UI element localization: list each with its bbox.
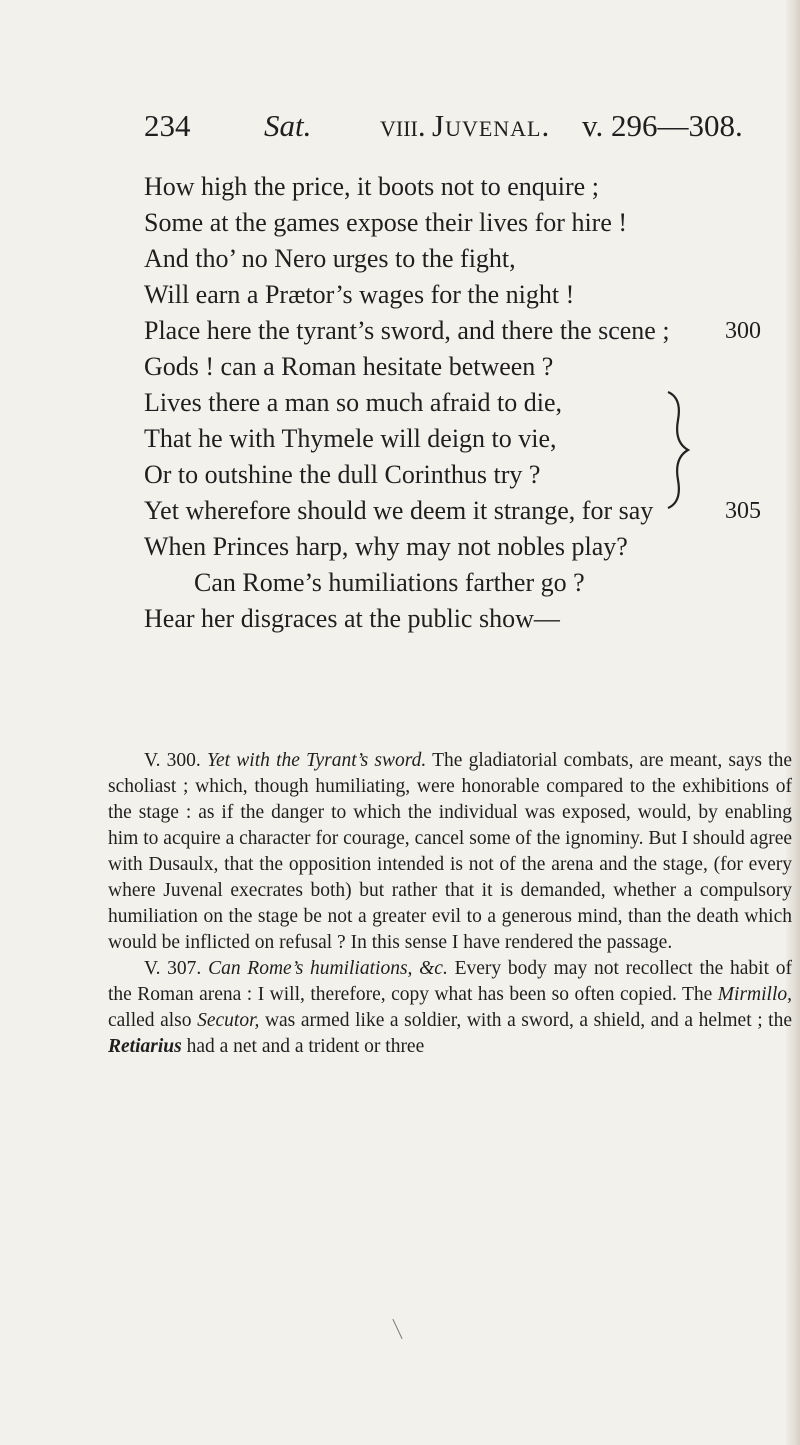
note-label: V. 307. [144, 958, 202, 979]
note-text: The gladiatorial combats, are meant, says the scholiast ; which, though humiliating, were honorable compared to the exhibitions of the stage : as if the danger to which the individual was exposed, would, by enabling him to acquire a character for courage, cancel some of the ignominy. But I should agree with Dusaulx, that the opposition intended is not of the arena and the stage, (for every where Juvenal execrates both) but rather that it is demanded, whether a compulsory humiliation on the stage be not a greater evil to a generous mind, than the death which would be inflicted on refusal ? In this sense I have rendered the passage. [108, 750, 792, 953]
stray-mark [392, 1319, 402, 1339]
running-header [144, 108, 754, 148]
poem-line: How high the price, it boots not to enquire ; [144, 172, 599, 201]
term-retiarius: Retiarius [108, 1036, 182, 1057]
footnote-v300 [108, 748, 792, 956]
poem-line: Or to outshine the dull Corinthus try ? [144, 460, 541, 489]
footnotes [108, 748, 792, 1060]
poem-line: Some at the games expose their lives for hire ! [144, 208, 628, 237]
poem-line: When Princes harp, why may not nobles play? [144, 532, 628, 561]
poem-line: Lives there a man so much afraid to die, [144, 388, 563, 417]
poem-line: Can Rome’s humiliations farther go ? [194, 568, 585, 597]
poem-line: Hear her disgraces at the public show— [144, 604, 560, 633]
footnote-v307 [108, 956, 792, 1060]
note-label: V. 300. [144, 750, 201, 771]
note-title: Can Rome’s humiliations, &c. [208, 958, 448, 979]
poem-line: Yet wherefore should we deem it strange, for say [144, 496, 654, 525]
note-title: Yet with the Tyrant’s sword. [206, 750, 427, 771]
note-text: called also [108, 1010, 192, 1031]
note-text: was armed like a soldier, with a sword, a shield, and a helmet ; the [264, 1010, 792, 1031]
line-number: 305 [725, 498, 761, 524]
satire-label: Sat. [264, 108, 312, 143]
note-text: had a net and a trident or three [186, 1036, 425, 1057]
poem-line: Place here the tyrant’s sword, and there the scene ; [144, 316, 670, 345]
line-number: 300 [725, 318, 761, 344]
triplet-brace [664, 390, 694, 510]
poem-line: That he with Thymele will deign to vie, [144, 424, 557, 453]
term-secutor: Secutor, [197, 1010, 260, 1031]
page-edge [786, 0, 800, 1445]
poem-line: Will earn a Prætor’s wages for the night ! [144, 280, 575, 309]
poem-line: And tho’ no Nero urges to the fight, [144, 244, 516, 273]
page-number: 234 [144, 108, 191, 143]
term-mirmillo: Mirmillo, [717, 984, 792, 1005]
satire-number: viii. [380, 108, 426, 143]
author-name: Juvenal. [432, 108, 551, 143]
verse-range: v. 296—308. [582, 108, 743, 143]
poem-line: Gods ! can a Roman hesitate between ? [144, 352, 554, 381]
note-text: Every body may not recollect the habit of the Roman arena : I will, therefore, copy what has been so often copied. The [108, 958, 793, 1005]
